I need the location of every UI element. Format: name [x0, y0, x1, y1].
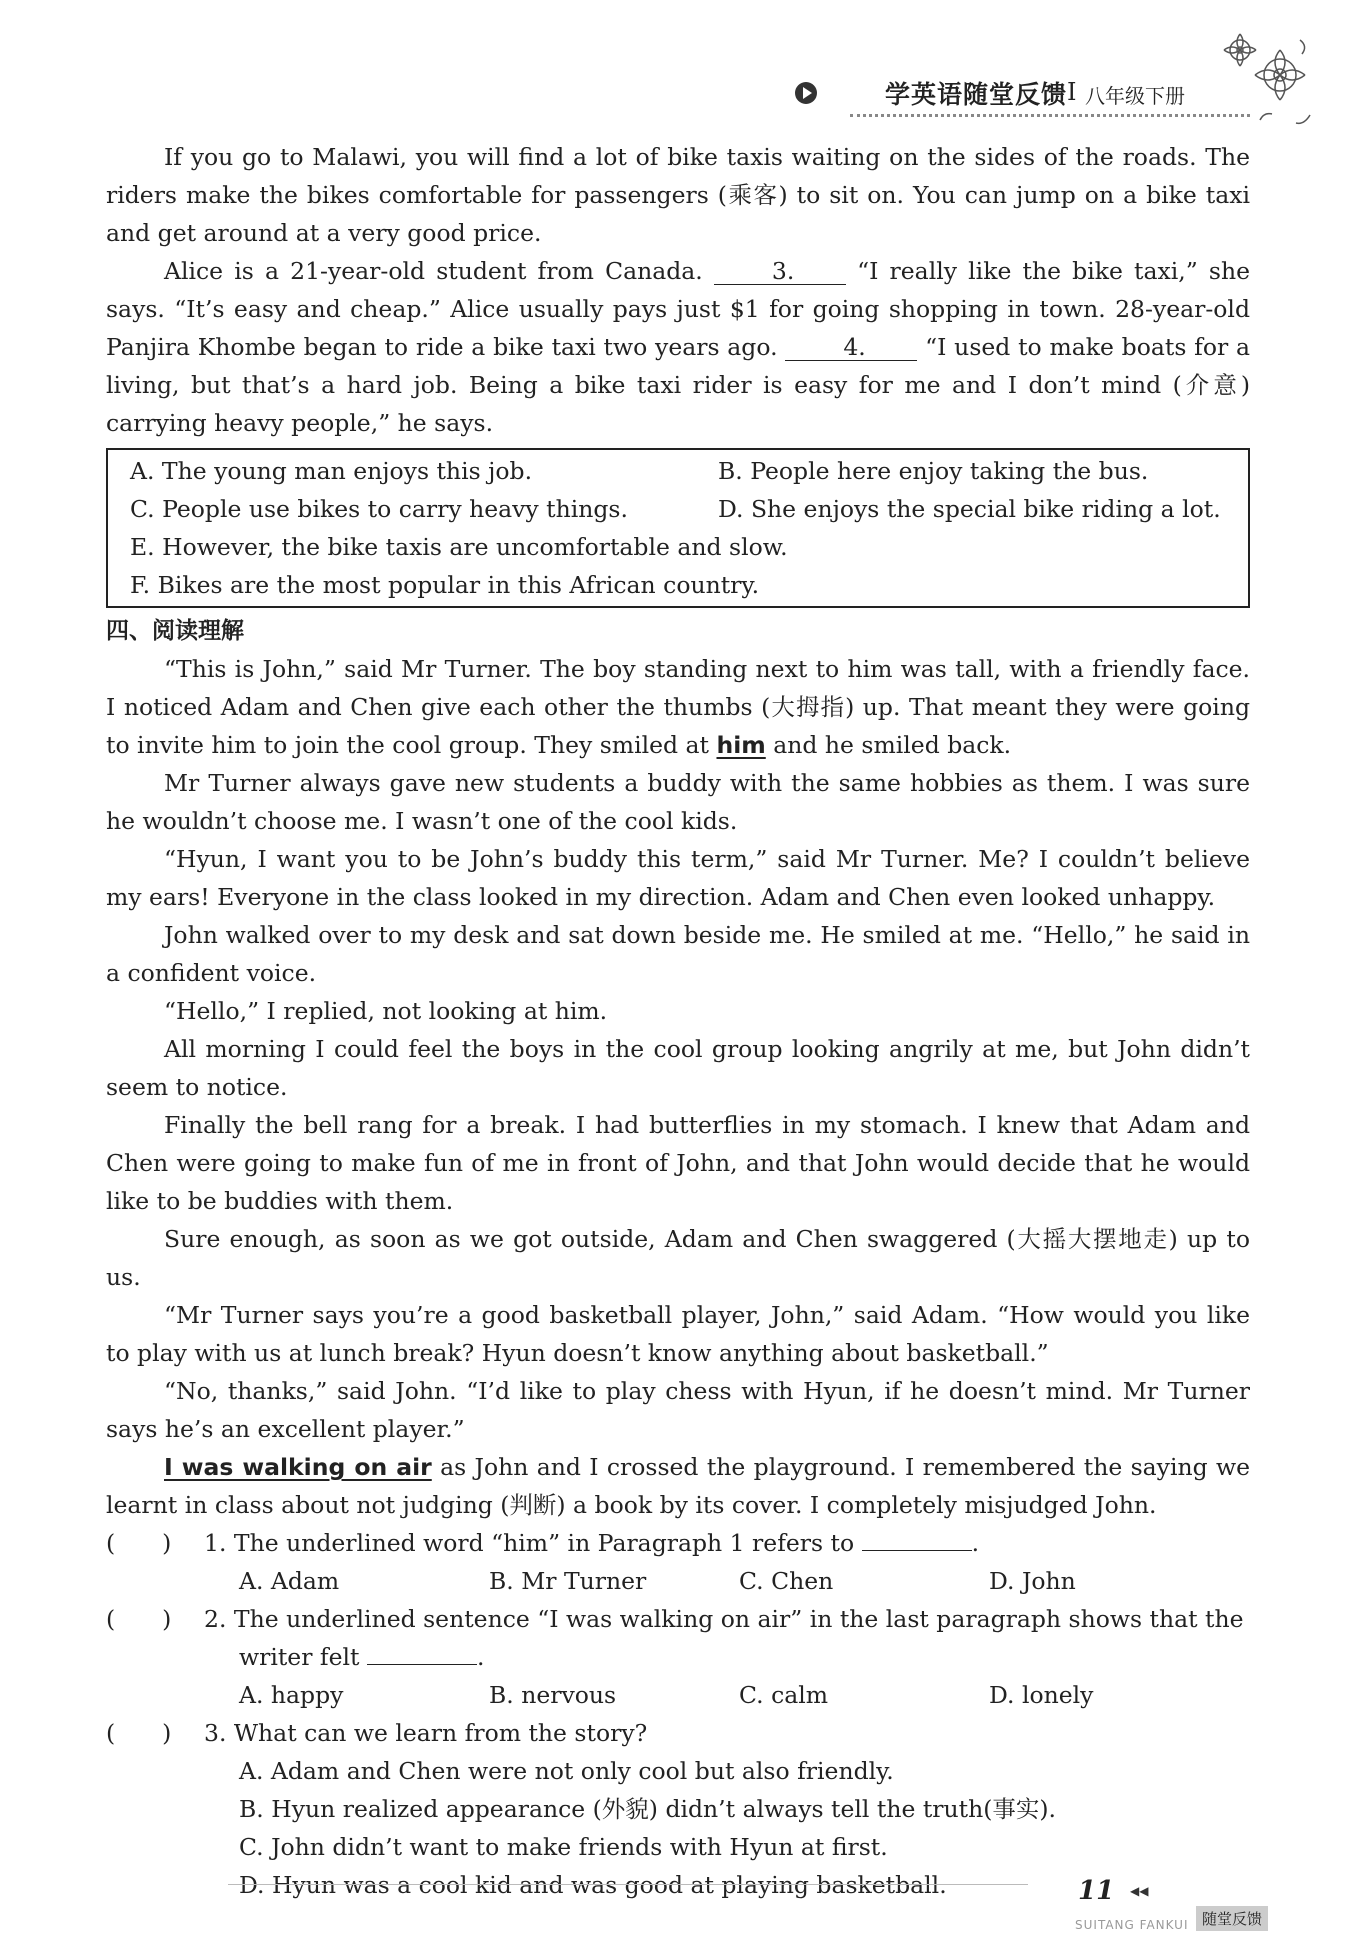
choice-d: D. lonely — [989, 1681, 1094, 1709]
grade-label: 八年级下册 — [1085, 84, 1185, 108]
option-d: D. She enjoys the special bike riding a lot. — [718, 495, 1221, 523]
footer-badge: 随堂反馈 — [1196, 1906, 1268, 1931]
option-c: C. People use bikes to carry heavy things. — [130, 495, 628, 523]
choice-c: C. John didn’t want to make friends with Hyun at first. — [239, 1833, 888, 1861]
choice-b: B. Hyun realized appearance (外貌) didn’t always tell the truth(事实). — [239, 1795, 1057, 1823]
answer-paren[interactable]: ( ) — [106, 1719, 172, 1747]
fill-blank[interactable] — [367, 1664, 477, 1665]
story-paragraph-2: Mr Turner always gave new students a buddy with the same hobbies as them. I was sure he wouldn’t choose me. I wasn’t one of the cool kids. — [106, 769, 1250, 835]
question-text: 2. The underlined sentence “I was walking on air” in the last paragraph shows that the — [204, 1605, 1244, 1633]
story-paragraph-5: “Hello,” I replied, not looking at him. — [164, 997, 608, 1025]
question-2-choices — [106, 1676, 1250, 1714]
header-dotted-rule — [850, 114, 1250, 117]
option-a: A. The young man enjoys this job. — [130, 457, 533, 485]
footer-pinyin: SUITANG FANKUI — [1075, 1918, 1189, 1932]
answer-paren[interactable]: ( ) — [106, 1605, 172, 1633]
choice-d: D. John — [989, 1567, 1076, 1595]
choice-a: A. Adam — [239, 1567, 340, 1595]
flower-decoration-icon — [1210, 20, 1320, 140]
story-paragraph-11 — [106, 1448, 1250, 1524]
question-text: writer felt — [239, 1643, 367, 1671]
options-box — [106, 448, 1250, 608]
answer-paren[interactable]: ( ) — [106, 1529, 172, 1557]
story-paragraph-6: All morning I could feel the boys in the cool group looking angrily at me, but John didn’t seem to notice. — [106, 1035, 1250, 1101]
title-separator: I — [1067, 78, 1077, 106]
page-number: 11 — [1078, 1876, 1115, 1906]
choice-c: C. calm — [739, 1681, 829, 1709]
choice-a: A. happy — [239, 1681, 344, 1709]
question-2 — [106, 1600, 1250, 1638]
page-header — [795, 60, 1255, 120]
option-f: F. Bikes are the most popular in this African country. — [130, 571, 760, 599]
passage1-paragraph-2 — [106, 252, 1250, 442]
question-1-choices — [106, 1562, 1250, 1600]
story-text: and he smiled back. — [765, 731, 1012, 759]
passage1-text: “I used to make boats for a living, but that’s a hard job. Being a bike taxi rider is easy for me and I don’t mind (介意) carrying heavy people,” he says. — [106, 333, 1251, 437]
question-3 — [106, 1714, 1250, 1752]
story-paragraph-7: Finally the bell rang for a break. I had butterflies in my stomach. I knew that Adam and Chen were going to make fun of me in front of John, and that John would decide that he would like to be buddies with them. — [106, 1111, 1250, 1215]
answer-blank-3[interactable]: 3. — [714, 258, 846, 285]
choice-c: C. Chen — [739, 1567, 834, 1595]
choice-b: B. nervous — [489, 1681, 617, 1709]
fill-blank[interactable] — [862, 1550, 972, 1551]
question-text: 1. The underlined word “him” in Paragraph 1 refers to — [204, 1529, 862, 1557]
question-text-end: . — [971, 1529, 980, 1557]
story-paragraph-1 — [106, 650, 1250, 764]
question-1 — [106, 1524, 1250, 1562]
answer-blank-4[interactable]: 4. — [785, 334, 917, 361]
option-e: E. However, the bike taxis are uncomfortable and slow. — [130, 533, 788, 561]
story-paragraph-9: “Mr Turner says you’re a good basketball player, John,” said Adam. “How would you like to play with us at lunch break? Hyun doesn’t know anything about basketball.” — [106, 1301, 1250, 1367]
option-b: B. People here enjoy taking the bus. — [718, 457, 1149, 485]
footer-rule — [228, 1884, 1028, 1885]
story-text: as John and I crossed the playground. I remembered the saying we learnt in class about not judging (判断) a book by its cover. I completely misjudged John. — [106, 1453, 1250, 1519]
passage1-text: Alice is a 21-year-old student from Canada. — [164, 257, 714, 285]
question-2-continued — [106, 1638, 1250, 1676]
question-text: 3. What can we learn from the story? — [204, 1719, 648, 1747]
story-paragraph-10: “No, thanks,” said John. “I’d like to play chess with Hyun, if he doesn’t mind. Mr Turner says he’s an excellent player.” — [106, 1377, 1250, 1443]
story-text: “This is John,” said Mr Turner. The boy standing next to him was tall, with a friendly face. I noticed Adam and Chen give each other the thumbs (大拇指) up. That meant they were going to invite him to join the cool group. They smiled at — [106, 655, 1250, 759]
choice-b: B. Mr Turner — [489, 1567, 647, 1595]
story-paragraph-3: “Hyun, I want you to be John’s buddy this term,” said Mr Turner. Me? I couldn’t believe my ears! Everyone in the class looked in my direction. Adam and Chen even looked unhappy. — [106, 845, 1250, 911]
choice-a: A. Adam and Chen were not only cool but also friendly. — [239, 1757, 894, 1785]
question-text-end: . — [476, 1643, 485, 1671]
passage1-text: “I really like the bike taxi,” she says. “It’s easy and cheap.” Alice usually pays just $1 for going shopping in town. 28-year-old Panjira Khombe began to ride a bike taxi two years ago. — [106, 257, 1250, 361]
book-title: 学英语随堂反馈 — [885, 80, 1068, 109]
double-left-arrow-icon: ◀◀ — [1130, 1884, 1149, 1898]
choice-d: D. Hyun was a cool kid and was good at playing basketball. — [239, 1871, 947, 1899]
section-heading-reading: 四、阅读理解 — [106, 618, 244, 644]
story-paragraph-8: Sure enough, as soon as we got outside, Adam and Chen swaggered (大摇大摆地走) up to us. — [106, 1225, 1250, 1291]
underlined-word-him: him — [716, 731, 766, 759]
passage1-paragraph-1: If you go to Malawi, you will find a lot of bike taxis waiting on the sides of the roads. The riders make the bikes comfortable for passengers (乘客) to sit on. You can jump on a bike taxi and get around at a very good price. — [106, 143, 1250, 247]
underlined-sentence: I was walking on air — [164, 1453, 432, 1481]
play-circle-icon — [795, 82, 817, 104]
story-paragraph-4: John walked over to my desk and sat down beside me. He smiled at me. “Hello,” he said in a confident voice. — [106, 921, 1250, 987]
page-content — [106, 138, 1250, 1904]
